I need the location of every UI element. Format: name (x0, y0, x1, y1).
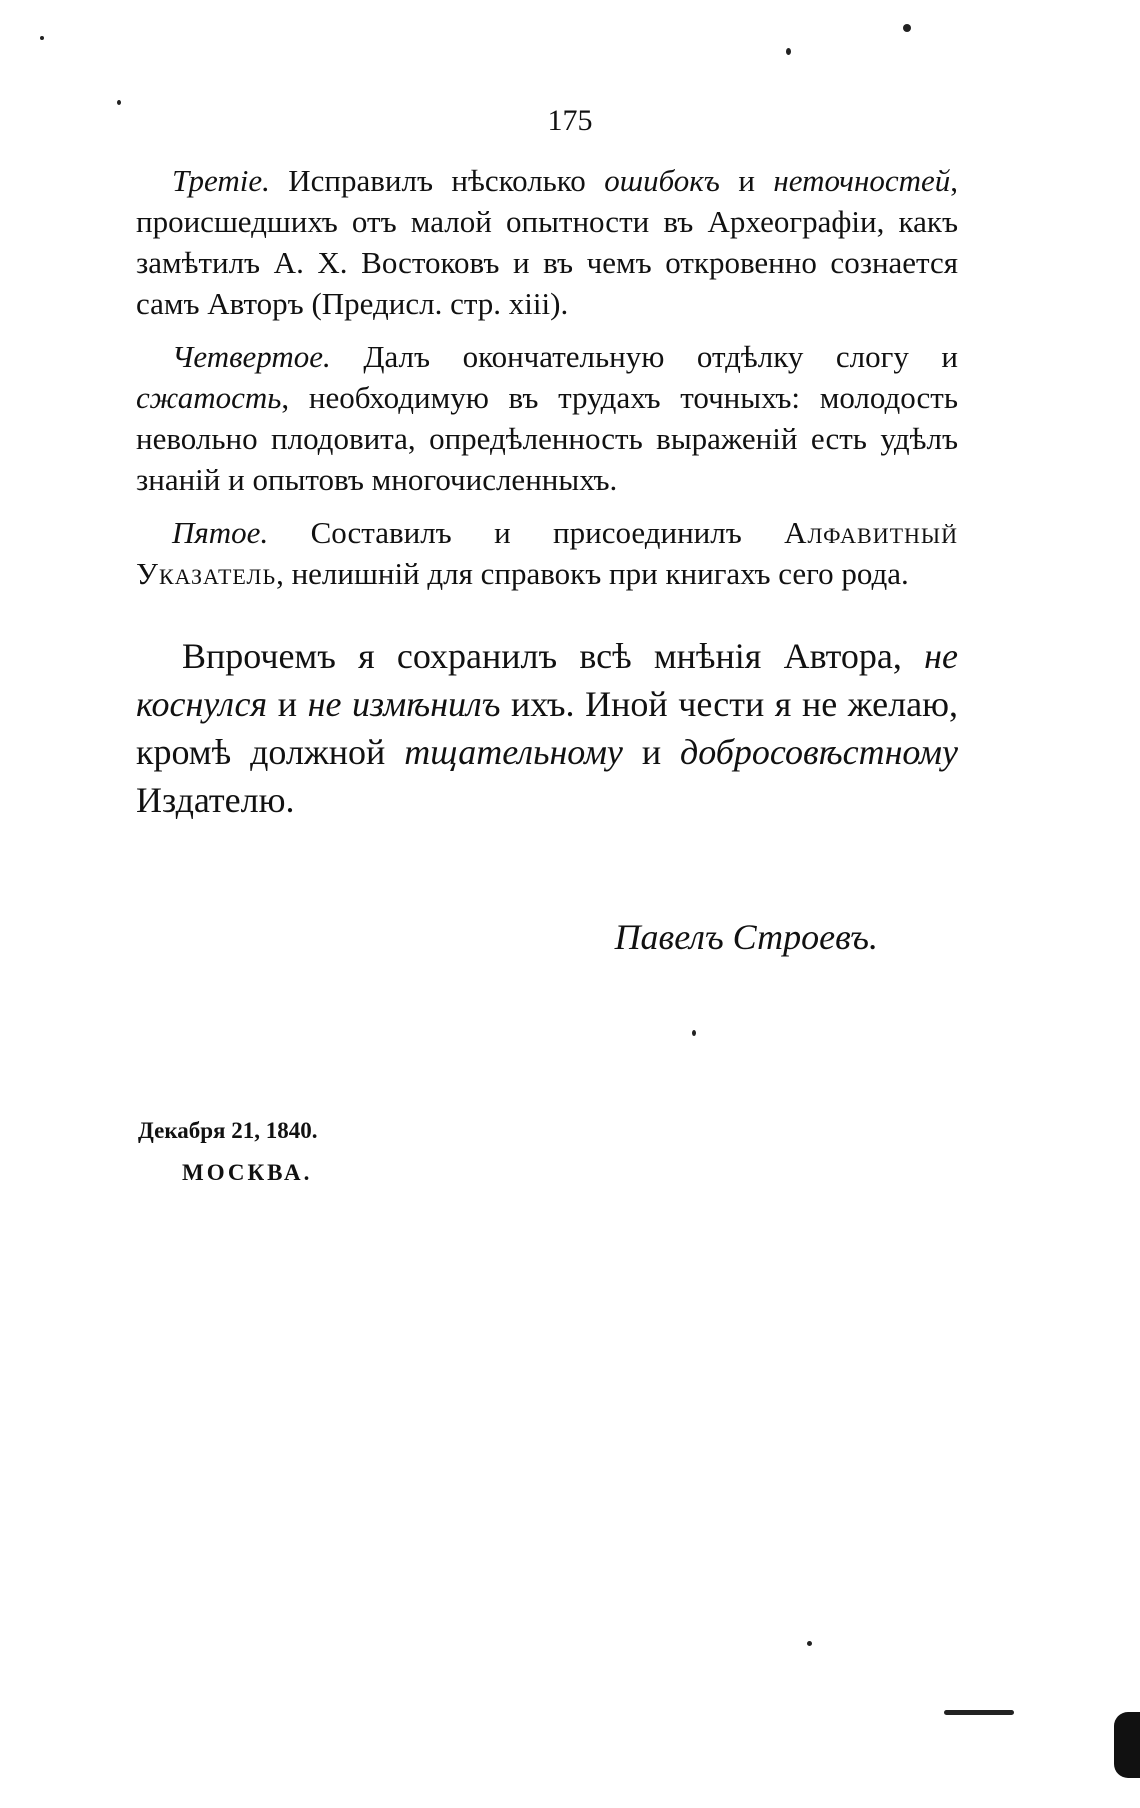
text-run: , необходимую въ трудахъ точныхъ: молодость невольно плодовита, опредѣленность выраженій есть удѣлъ знаній и опытовъ многочисленныхъ. (136, 380, 958, 497)
paragraph-lead: Третіе. (172, 163, 270, 198)
text-run: Далъ окончательную отдѣлку слогу и (330, 339, 958, 374)
city: МОСКВА. (182, 1160, 313, 1185)
paragraph-fifth (136, 512, 958, 594)
signature: Павелъ Строевъ. (614, 917, 878, 957)
paragraph-closing (136, 632, 958, 824)
italic-run: неточностей (773, 163, 951, 198)
body-text-small (136, 160, 958, 606)
scan-speck (903, 24, 911, 32)
dateline (138, 1110, 317, 1194)
text-run: и (719, 163, 774, 198)
paragraph-fourth (136, 336, 958, 500)
italic-run: добросовѣстному (680, 732, 959, 772)
text-run: и (267, 684, 308, 724)
scan-speck (786, 48, 791, 55)
italic-run: ошибокъ (604, 163, 720, 198)
italic-run: сжатость (136, 380, 282, 415)
smallcaps-run: Алфавитный Указатель (136, 515, 958, 591)
text-run: Составилъ и присоединилъ (268, 515, 785, 550)
scan-speck (807, 1641, 812, 1646)
scan-speck (117, 100, 121, 105)
text-run: Впрочемъ я сохранилъ всѣ мнѣнія Автора, (182, 636, 925, 676)
paragraph-third (136, 160, 958, 324)
scan-speck (40, 36, 44, 40)
page-number: 175 (547, 104, 593, 137)
text-run: Издателю. (136, 780, 295, 820)
text-run: и (622, 732, 681, 772)
italic-run: не коснулся (136, 636, 958, 724)
text-run: ихъ. Иной чести я не желаю, кромѣ должной (136, 684, 959, 772)
body-text-large (136, 632, 958, 824)
date: Декабря 21, 1840. (138, 1118, 318, 1143)
text-run: Исправилъ нѣсколько (269, 163, 605, 198)
paragraph-lead: Пятое. (172, 515, 269, 550)
scan-speck (692, 1030, 696, 1036)
italic-run: тщательному (404, 732, 623, 772)
paragraph-lead: Четвертое. (172, 339, 331, 374)
scan-smudge (944, 1710, 1014, 1715)
text-run: , происшедшихъ отъ малой опытности въ Археографіи, какъ замѣтилъ А. Х. Востоковъ и въ чемъ откровенно сознается самъ Авторъ (Предисл. стр. xiii). (136, 163, 958, 321)
italic-run: не измѣнилъ (307, 684, 501, 724)
scan-edge-mark (1114, 1712, 1140, 1778)
text-run: , нелишній для справокъ при книгахъ сего рода. (276, 556, 909, 591)
